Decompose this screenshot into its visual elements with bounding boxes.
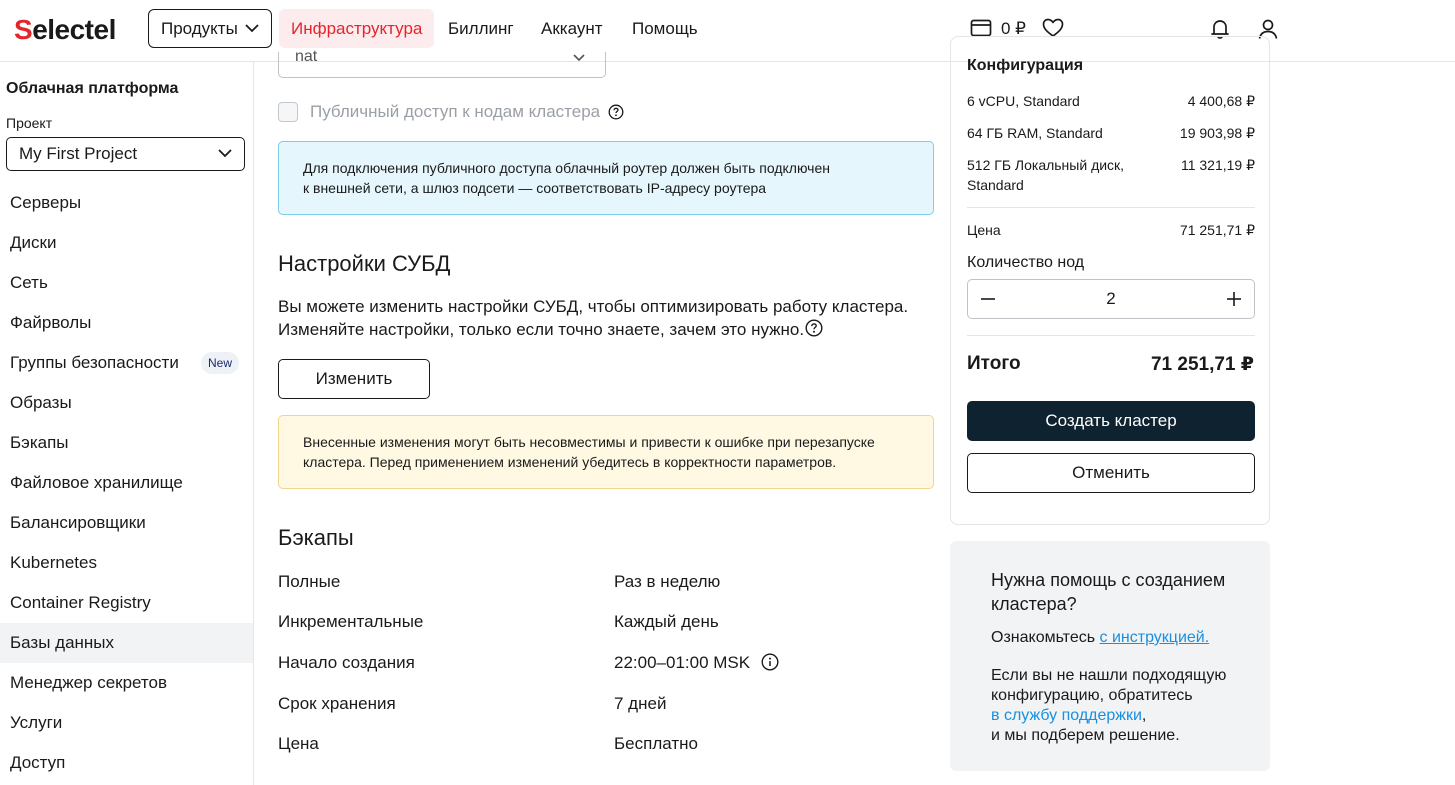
new-badge: New [201, 352, 239, 374]
config-row [967, 123, 1255, 143]
sidebar-item-label: Серверы [10, 193, 82, 212]
help-text-prefix: Ознакомьтесь [991, 629, 1100, 646]
info-alert [278, 141, 934, 215]
sidebar-item-disks[interactable] [0, 223, 253, 263]
sidebar-item-access[interactable] [0, 743, 253, 783]
products-dropdown[interactable] [148, 9, 272, 48]
selectel-logo[interactable]: Selectel [14, 14, 116, 45]
help-support-text [991, 666, 1226, 746]
project-select-value: My First Project [19, 144, 138, 163]
sidebar-item-images[interactable] [0, 383, 253, 423]
warning-alert [278, 415, 934, 489]
backup-value-row [614, 653, 779, 673]
help-icon[interactable] [805, 319, 823, 337]
dbms-text-line: Изменяйте настройки, только если точно знаете, зачем это нужно. [278, 320, 805, 339]
sidebar-item-network[interactable] [0, 263, 253, 303]
divider [967, 207, 1255, 208]
backup-value: 22:00–01:00 MSK [614, 653, 751, 672]
nodes-value[interactable]: 2 [1106, 289, 1116, 308]
backup-key: Полные [278, 572, 341, 591]
help-icon[interactable] [608, 104, 624, 120]
backup-value: Каждый день [614, 612, 719, 631]
logo-text: electel [32, 14, 116, 45]
sidebar-item-label: Сеть [10, 273, 48, 292]
sidebar-title: Облачная платформа [6, 80, 179, 97]
sidebar-item-label: Файрволы [10, 313, 92, 332]
sidebar-item-label: Базы данных [10, 633, 115, 652]
help-instruction-text [991, 628, 1209, 648]
sidebar-item-label: Kubernetes [10, 553, 97, 572]
sidebar-item-label: Файловое хранилище [10, 473, 183, 492]
warning-text-line: Внесенные изменения могут быть несовместимы и привести к ошибке при перезапуске [303, 434, 875, 450]
config-row-price: 4 400,68 ₽ [1187, 93, 1255, 109]
total-value: 71 251,71 ₽ [1150, 354, 1254, 375]
backup-key: Срок хранения [278, 694, 396, 713]
sidebar-item-services[interactable] [0, 703, 253, 743]
wallet-icon[interactable] [970, 18, 992, 38]
products-label: Продукты [161, 18, 238, 38]
dbms-text-line: Вы можете изменить настройки СУБД, чтобы оптимизировать работу кластера. [278, 297, 909, 316]
public-access-label: Публичный доступ к нодам кластера [310, 102, 601, 121]
divider [967, 335, 1255, 336]
nav-account[interactable]: Аккаунт [541, 18, 603, 38]
price-row [967, 220, 1255, 240]
sidebar-item-label: Образы [10, 393, 72, 412]
config-row-label: 6 vCPU, Standard [967, 93, 1080, 109]
configuration-card [950, 36, 1270, 525]
project-select[interactable] [6, 137, 245, 171]
chevron-down-icon [245, 24, 259, 33]
plus-icon[interactable] [1226, 291, 1242, 307]
config-row [967, 91, 1255, 111]
chevron-down-icon [573, 54, 585, 62]
nodes-stepper[interactable] [967, 279, 1255, 319]
sidebar-item-backups[interactable] [0, 423, 253, 463]
backup-key: Цена [278, 734, 319, 753]
backup-key: Инкрементальные [278, 612, 424, 631]
config-row [967, 155, 1255, 195]
create-cluster-button[interactable]: Создать кластер [967, 401, 1255, 441]
config-row-label: 64 ГБ RAM, Standard [967, 125, 1103, 141]
sidebar-item-load-balancers[interactable] [0, 503, 253, 543]
subnet-select[interactable] [278, 48, 606, 78]
public-access-checkbox[interactable] [278, 102, 298, 122]
chevron-down-icon [218, 149, 232, 158]
sidebar-item-kubernetes[interactable] [0, 543, 253, 583]
help-text-line: Если вы не нашли подходящую [991, 667, 1227, 684]
nodes-label: Количество нод [967, 254, 1085, 271]
nav-help[interactable]: Помощь [632, 18, 698, 38]
sidebar-item-label: Балансировщики [10, 513, 146, 532]
backups-title: Бэкапы [278, 525, 354, 550]
sidebar-item-label: Container Registry [10, 593, 151, 612]
project-label: Проект [6, 115, 53, 131]
sidebar-item-label: Услуги [10, 713, 63, 732]
sidebar-item-security-groups[interactable] [0, 343, 253, 383]
config-row-price: 19 903,98 ₽ [1179, 125, 1255, 141]
minus-icon[interactable] [980, 291, 996, 307]
help-text-comma: , [1141, 707, 1147, 724]
sidebar-item-databases[interactable] [0, 623, 253, 663]
help-text-line: конфигурацию, обратитесь [991, 687, 1193, 704]
sidebar-item-container-registry[interactable] [0, 583, 253, 623]
sidebar-item-label: Менеджер секретов [10, 673, 168, 692]
help-title: Нужна помощь с созданием кластера? [991, 570, 1226, 614]
dbms-settings-title: Настройки СУБД [278, 251, 451, 276]
support-link[interactable]: в службу поддержки [991, 707, 1142, 724]
heart-icon[interactable] [1042, 18, 1064, 38]
sidebar [0, 62, 254, 785]
price-value: 71 251,71 ₽ [1179, 222, 1255, 238]
sidebar-item-label: Диски [10, 233, 57, 252]
sidebar-item-servers[interactable] [0, 183, 253, 223]
nav-billing[interactable]: Биллинг [448, 18, 514, 38]
backup-value: Раз в неделю [614, 572, 721, 591]
cancel-button[interactable]: Отменить [967, 453, 1255, 493]
sidebar-item-file-storage[interactable] [0, 463, 253, 503]
total-label: Итого [967, 353, 1021, 374]
backup-value: 7 дней [614, 694, 667, 713]
info-text-line: Для подключения публичного доступа облачный роутер должен быть подключен [303, 160, 830, 176]
sidebar-item-label: Доступ [10, 753, 66, 772]
warning-text-line: кластера. Перед применением изменений убедитесь в корректности параметров. [303, 454, 837, 470]
configuration-title: Конфигурация [967, 57, 1084, 74]
nav-infrastructure[interactable]: Инфраструктура [279, 9, 434, 48]
subnet-select-value: nat [295, 48, 318, 65]
sidebar-item-label: Бэкапы [10, 433, 69, 452]
config-row-label-2: Standard [967, 177, 1024, 193]
backup-key: Начало создания [278, 653, 415, 672]
config-row-label: 512 ГБ Локальный диск, [967, 157, 1125, 173]
instruction-link[interactable]: с инструкцией. [1099, 629, 1210, 646]
backup-value: Бесплатно [614, 734, 698, 753]
sidebar-item-secrets-manager[interactable] [0, 663, 253, 703]
sidebar-item-firewalls[interactable] [0, 303, 253, 343]
main-content [254, 48, 950, 785]
balance-amount[interactable]: 0 ₽ [1001, 19, 1026, 38]
config-row-price: 11 321,19 ₽ [1180, 157, 1255, 173]
info-icon[interactable] [761, 653, 779, 671]
change-settings-button[interactable]: Изменить [278, 359, 430, 399]
dbms-description [278, 295, 908, 341]
info-text-line: к внешней сети, а шлюз подсети — соответствовать IP-адресу роутера [303, 180, 767, 196]
price-label: Цена [967, 222, 1001, 238]
help-card [950, 541, 1270, 771]
public-access-row [278, 102, 624, 122]
sidebar-item-label: Группы безопасности [10, 353, 179, 372]
help-text-line: и мы подберем решение. [991, 727, 1180, 744]
